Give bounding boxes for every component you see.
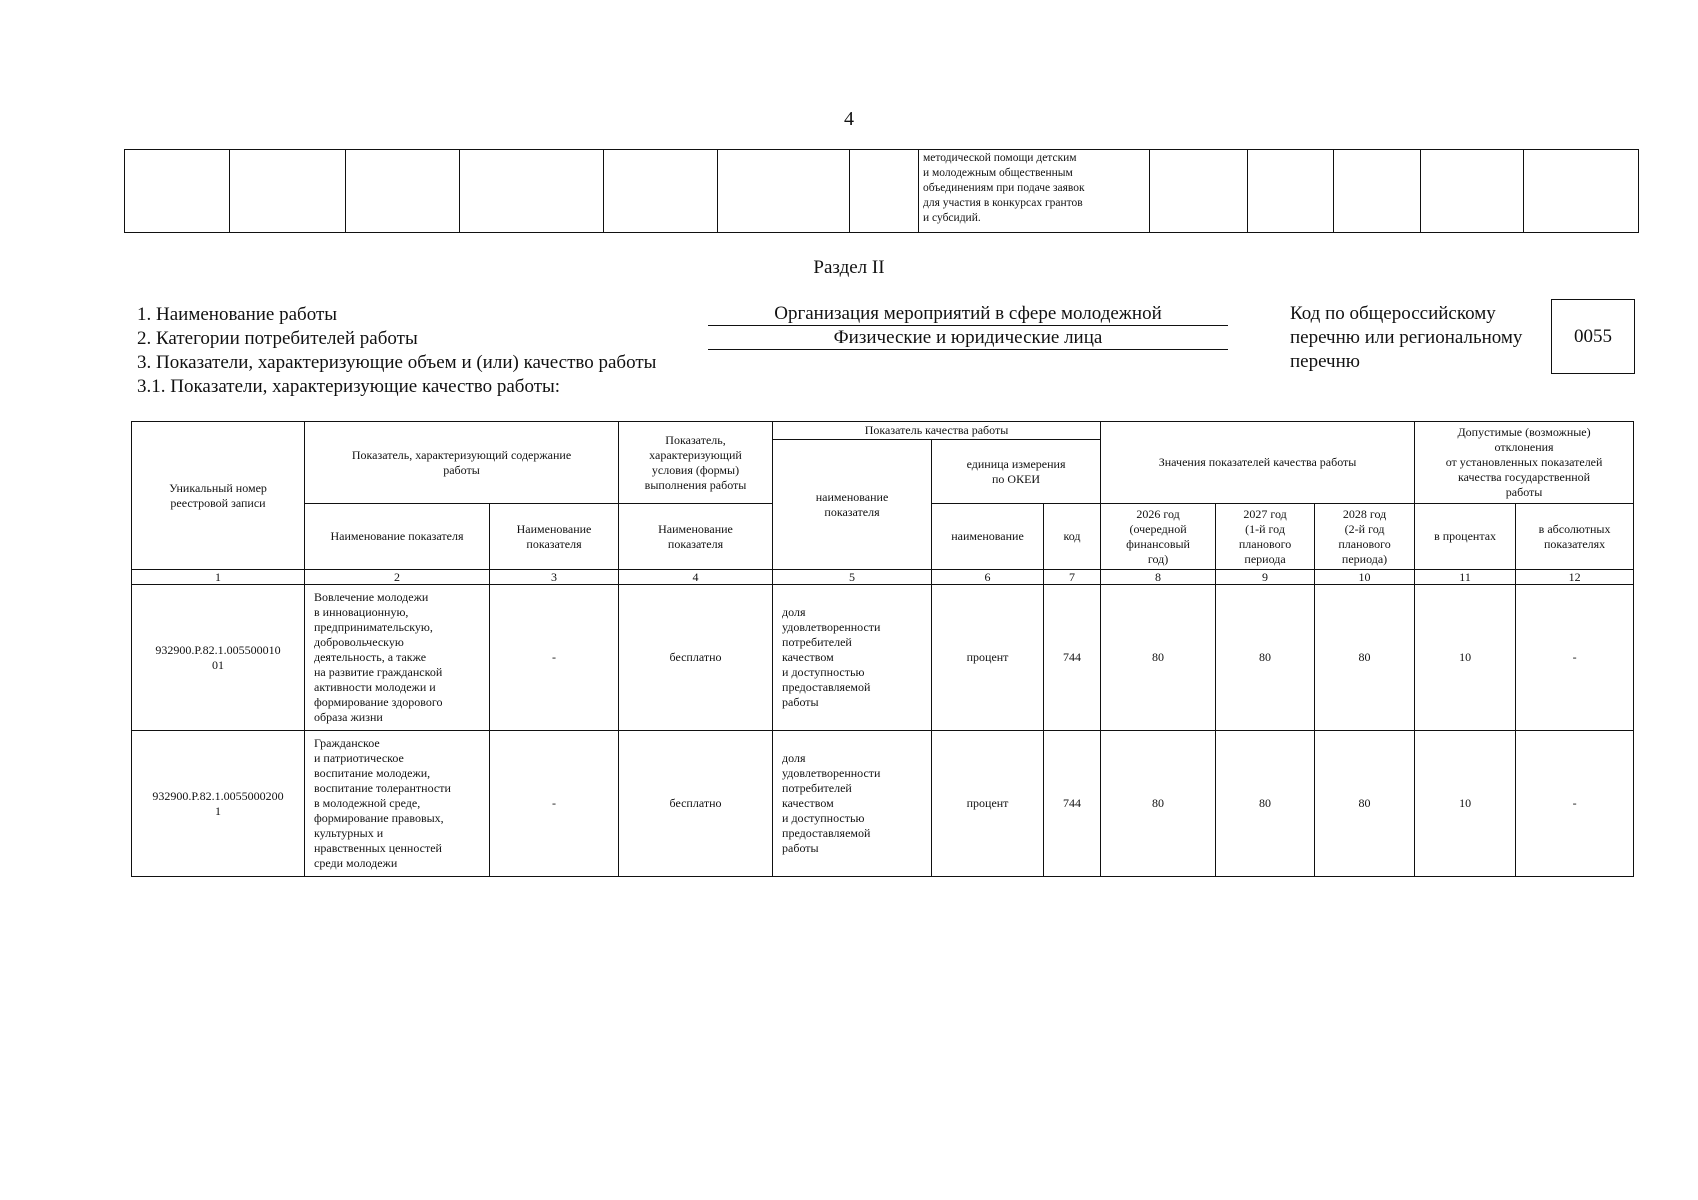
- column-number: 3: [490, 570, 619, 585]
- indicator-cell: доля удовлетворенности потребителей качеством и доступностью предоставляемой работы: [773, 731, 932, 877]
- value-2026-cell: 80: [1101, 731, 1216, 877]
- dev-percent-cell: 10: [1415, 585, 1516, 731]
- continuation-table: [124, 149, 1639, 233]
- section-title: Раздел II: [813, 257, 885, 278]
- cont-cell: [230, 150, 346, 233]
- consumer-category-value: Физические и юридические лица: [708, 327, 1228, 350]
- column-number: 4: [619, 570, 773, 585]
- content2-cell: -: [490, 731, 619, 877]
- unique-number-cell: 932900.Р.82.1.005500010 01: [132, 585, 305, 731]
- cont-cell: [850, 150, 919, 233]
- header-content-indicator: Показатель, характеризующий содержание работы: [305, 422, 619, 504]
- cont-cell: [1150, 150, 1248, 233]
- column-number: 2: [305, 570, 490, 585]
- value-2027-cell: 80: [1216, 731, 1315, 877]
- dev-percent-cell: 10: [1415, 731, 1516, 877]
- header-quality-indicator: Показатель качества работы: [773, 422, 1101, 440]
- cont-cell: [718, 150, 850, 233]
- table-row: [132, 585, 1634, 731]
- column-number: 11: [1415, 570, 1516, 585]
- header-quality-name: наименование показателя: [773, 440, 932, 570]
- header-unit-name: наименование: [932, 504, 1044, 570]
- value-2027-cell: 80: [1216, 585, 1315, 731]
- header-conditions: Показатель, характеризующий условия (формы) выполнения работы: [619, 422, 773, 504]
- page-number: 4: [844, 108, 854, 130]
- column-number-row: [132, 570, 1634, 585]
- unit-code-cell: 744: [1044, 731, 1101, 877]
- cont-cell: [1248, 150, 1334, 233]
- cont-cell: [125, 150, 230, 233]
- value-2028-cell: 80: [1315, 585, 1415, 731]
- header-dev-percent: в процентах: [1415, 504, 1516, 570]
- column-number: 12: [1516, 570, 1634, 585]
- continuation-text: методической помощи детским и молодежным общественным объединениям при подаче заявок для участия в конкурсах грантов и субсидий.: [919, 150, 1150, 233]
- table-row: [132, 731, 1634, 877]
- code-label: Код по общероссийскому перечню или региональному перечню: [1290, 303, 1523, 372]
- unique-number-cell: 932900.Р.82.1.0055000200 1: [132, 731, 305, 877]
- dev-absolute-cell: -: [1516, 731, 1634, 877]
- content-cell: Гражданское и патриотическое воспитание молодежи, воспитание толерантности в молодежной среде, формирование правовых, культурных и нравственных ценностей среди молодежи: [305, 731, 490, 877]
- column-number: 7: [1044, 570, 1101, 585]
- column-number: 5: [773, 570, 932, 585]
- header-unit: единица измерения по ОКЕИ: [932, 440, 1101, 504]
- header-values: Значения показателей качества работы: [1101, 422, 1415, 504]
- header-content-name2: Наименование показателя: [490, 504, 619, 570]
- unit-code-cell: 744: [1044, 585, 1101, 731]
- cont-cell: [1524, 150, 1639, 233]
- header-year-2027: 2027 год (1-й год планового периода: [1216, 504, 1315, 570]
- value-2026-cell: 80: [1101, 585, 1216, 731]
- unit-name-cell: процент: [932, 731, 1044, 877]
- header-unit-code: код: [1044, 504, 1101, 570]
- column-number: 10: [1315, 570, 1415, 585]
- header-content-name1: Наименование показателя: [305, 504, 490, 570]
- column-number: 1: [132, 570, 305, 585]
- conditions-cell: бесплатно: [619, 585, 773, 731]
- work-name-label: 1. Наименование работы: [137, 304, 338, 325]
- cont-cell: [604, 150, 718, 233]
- header-deviations: Допустимые (возможные) отклонения от установленных показателей качества государственной работы: [1415, 422, 1634, 504]
- column-number: 6: [932, 570, 1044, 585]
- dev-absolute-cell: -: [1516, 585, 1634, 731]
- content-cell: Вовлечение молодежи в инновационную, предпринимательскую, добровольческую деятельность, а также на развитие гражданской активности молодежи и формирование здорового образа жизни: [305, 585, 490, 731]
- cont-cell: [1334, 150, 1421, 233]
- indicator-cell: доля удовлетворенности потребителей качеством и доступностью предоставляемой работы: [773, 585, 932, 731]
- header-dev-absolute: в абсолютных показателях: [1516, 504, 1634, 570]
- header-year-2026: 2026 год (очередной финансовый год): [1101, 504, 1216, 570]
- header-unique-number: Уникальный номер реестровой записи: [132, 422, 305, 570]
- cont-cell: [460, 150, 604, 233]
- unit-name-cell: процент: [932, 585, 1044, 731]
- code-box: 0055: [1551, 299, 1635, 374]
- column-number: 8: [1101, 570, 1216, 585]
- indicators-heading: 3. Показатели, характеризующие объем и (или) качество работы: [137, 352, 657, 373]
- quality-indicators-heading: 3.1. Показатели, характеризующие качество работы:: [137, 376, 561, 397]
- value-2028-cell: 80: [1315, 731, 1415, 877]
- header-year-2028: 2028 год (2-й год планового периода): [1315, 504, 1415, 570]
- content2-cell: -: [490, 585, 619, 731]
- cont-cell: [346, 150, 460, 233]
- column-number: 9: [1216, 570, 1315, 585]
- cont-cell: [1421, 150, 1524, 233]
- work-name-value: Организация мероприятий в сфере молодежной: [708, 303, 1228, 326]
- header-conditions-name: Наименование показателя: [619, 504, 773, 570]
- consumer-category-label: 2. Категории потребителей работы: [137, 328, 418, 349]
- conditions-cell: бесплатно: [619, 731, 773, 877]
- quality-indicators-table: [131, 421, 1634, 877]
